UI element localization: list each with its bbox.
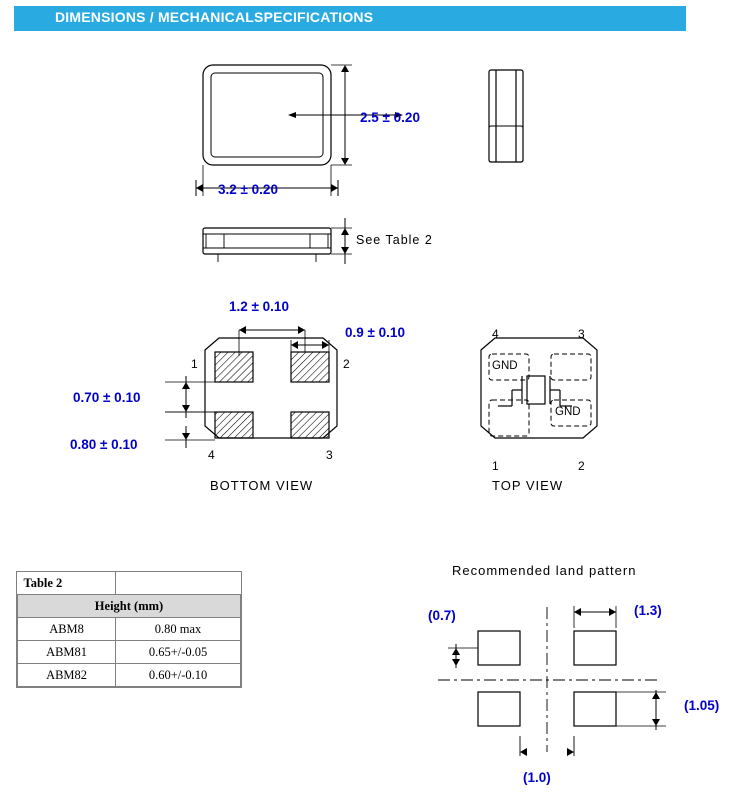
table-2-part-1: ABM81 bbox=[18, 641, 116, 664]
bottom-view-label: BOTTOM VIEW bbox=[210, 478, 314, 493]
bottom-view-pin-3: 3 bbox=[326, 448, 333, 462]
page-title: DIMENSIONS / MECHANICALSPECIFICATIONS bbox=[55, 9, 374, 25]
bottom-view-pin-1: 1 bbox=[191, 357, 198, 371]
dim-pad-spacing: 0.80 ± 0.10 bbox=[70, 437, 138, 452]
top-view-pin-3: 3 bbox=[578, 327, 585, 341]
top-view-gnd-label-2: GND bbox=[555, 406, 581, 418]
top-view-pin-1: 1 bbox=[492, 459, 499, 473]
table-2-column-header: Height (mm) bbox=[18, 595, 241, 618]
bottom-view-pin-2: 2 bbox=[343, 357, 350, 371]
dim-land-left: (0.7) bbox=[428, 608, 456, 623]
table-row bbox=[18, 664, 241, 687]
top-view-pin-4: 4 bbox=[492, 327, 499, 341]
dim-pad-pitch: 1.2 ± 0.10 bbox=[229, 299, 289, 314]
dim-package-width: 3.2 ± 0.20 bbox=[218, 182, 278, 197]
table-2-part-2: ABM82 bbox=[18, 664, 116, 687]
table-2-title-spacer bbox=[116, 572, 241, 595]
dim-pad-height: 0.70 ± 0.10 bbox=[73, 390, 141, 405]
dim-pad-width: 0.9 ± 0.10 bbox=[345, 325, 405, 340]
table-2-title: Table 2 bbox=[18, 572, 116, 595]
dim-package-height: 2.5 ± 0.20 bbox=[360, 110, 420, 125]
dim-land-bottom: (1.0) bbox=[523, 770, 551, 785]
dim-land-top: (1.3) bbox=[634, 603, 662, 618]
table-2-part-0: ABM8 bbox=[18, 618, 116, 641]
note-see-table-2: See Table 2 bbox=[356, 233, 433, 247]
table-2 bbox=[16, 571, 242, 688]
table-2-height-1: 0.65+/-0.05 bbox=[116, 641, 241, 664]
top-view-gnd-label-1: GND bbox=[492, 360, 518, 372]
table-row bbox=[18, 618, 241, 641]
table-row bbox=[18, 641, 241, 664]
table-2-height-2: 0.60+/-0.10 bbox=[116, 664, 241, 687]
top-view-pin-2: 2 bbox=[578, 459, 585, 473]
table-2-height-0: 0.80 max bbox=[116, 618, 241, 641]
dim-land-right: (1.05) bbox=[684, 698, 720, 713]
bottom-view-pin-4: 4 bbox=[208, 448, 215, 462]
land-pattern-title: Recommended land pattern bbox=[452, 563, 637, 578]
top-view-label: TOP VIEW bbox=[492, 478, 564, 493]
